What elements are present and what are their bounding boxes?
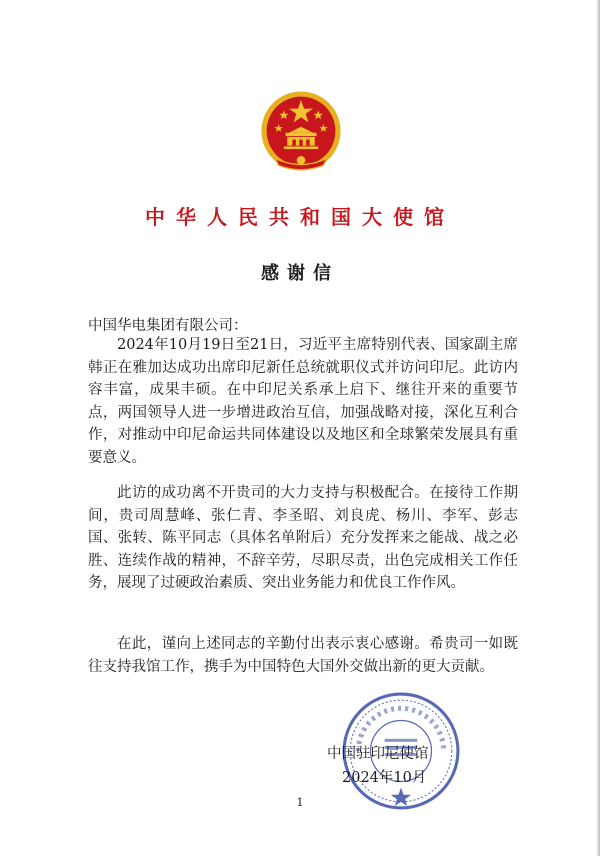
page-edge	[596, 0, 600, 856]
page-number: 1	[296, 796, 304, 809]
embassy-name: 中华人民共和国大使馆	[145, 205, 455, 229]
paragraph-3: 在此，谨向上述同志的辛勤付出表示衷心感谢。希贵司一如既往支持我馆工作，携手为中国特色大国外交做出新的更大贡献。	[88, 636, 518, 675]
national-emblem-icon	[258, 88, 344, 174]
signer-name: 中国驻印尼使馆	[327, 746, 429, 762]
letter-title: 感谢信	[261, 263, 339, 284]
paragraph-1: 2024年10月19日至21日，习近平主席特别代表、国家副主席韩正在雅加达成功出席印尼新任总统就职仪式并访问印尼。此访内容丰富，成果丰硕。在中印尼关系承上启下、继往开来的重要节点，两国领导人进一步增进政治互信，加强战略对接，深化互利合作，对推动中印尼命运共同体建设以及地区和全球繁荣发展具有重要意义。	[88, 337, 518, 466]
salutation: 中国华电集团有限公司：	[88, 318, 248, 334]
signature-date: 2024年10月	[342, 770, 427, 786]
paragraph-2: 此访的成功离不开贵司的大力支持与积极配合。在接待工作期间，贵司周慧峰、张仁青、李圣昭、刘良虎、杨川、李军、彭志国、张转、陈平同志（具体名单附后）充分发挥来之能战、战之必胜、连续作战的精神，不辞辛劳，尽职尽责，出色完成相关工作任务，展现了过硬政治素质、突出业务能力和优良工作作风。	[88, 485, 518, 591]
